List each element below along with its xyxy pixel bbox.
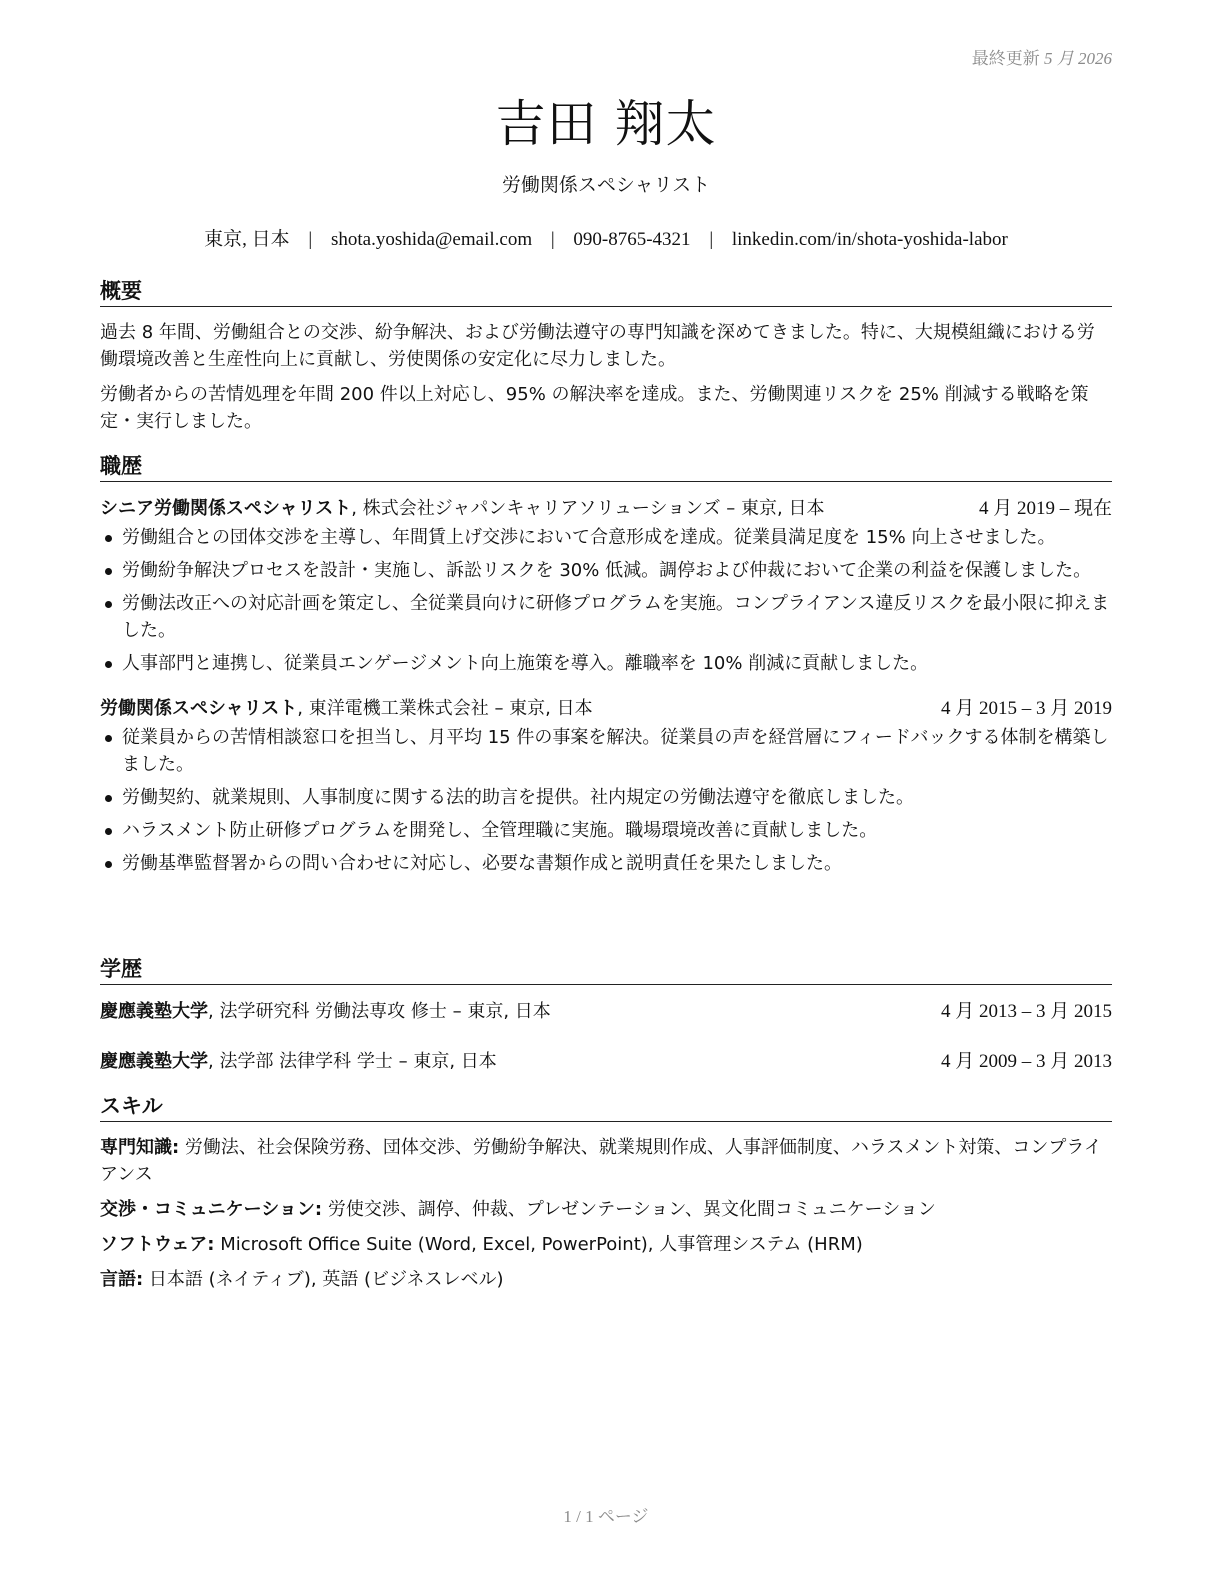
skills-section (100, 1093, 1112, 1293)
education-entry (100, 998, 1112, 1025)
job-bullet: 従業員からの苦情相談窓口を担当し、月平均 15 件の事案を解決。従業員の声を経営層にフィードバックする体制を構築しました。 (100, 724, 1112, 778)
skill-value: 労働法、社会保険労務、団体交渉、労働紛争解決、就業規則作成、人事評価制度、ハラスメント対策、コンプライアンス (100, 1137, 1102, 1185)
last-updated-label: 最終更新 (971, 49, 1040, 68)
education-line (100, 1048, 497, 1075)
job-bullet: 人事部門と連携し、従業員エンゲージメント向上施策を導入。離職率を 10% 削減に貢献しました。 (100, 650, 1112, 677)
skill-key: 交渉・コミュニケーション: (100, 1199, 323, 1220)
education-heading: 学歴 (100, 956, 1112, 985)
skill-value: Microsoft Office Suite (Word, Excel, PowerPoint), 人事管理システム (HRM) (214, 1234, 863, 1255)
skills-heading: スキル (100, 1093, 1112, 1122)
skill-row (100, 1266, 1112, 1293)
education-school: 慶應義塾大学 (100, 1051, 208, 1072)
education-section (100, 956, 1112, 1075)
contact-line (100, 224, 1112, 251)
skill-row (100, 1196, 1112, 1223)
education-entry (100, 1048, 1112, 1075)
job-header (100, 695, 1112, 722)
page-footer: 1 / 1 ページ (563, 1507, 649, 1526)
job-bullet: 労働契約、就業規則、人事制度に関する法的助言を提供。社内規定の労働法遵守を徹底しました。 (100, 784, 1112, 811)
summary-paragraph: 過去 8 年間、労働組合との交渉、紛争解決、および労働法遵守の専門知識を深めてきました。特に、大規模組織における労働環境改善と生産性向上に貢献し、労使関係の安定化に尽力しました。 (100, 322, 1095, 370)
candidate-name: 吉田 翔太 (495, 95, 717, 153)
job-bullet: ハラスメント防止研修プログラムを開発し、全管理職に実施。職場環境改善に貢献しました。 (100, 817, 1112, 844)
contact-separator: | (308, 229, 313, 250)
contact-linkedin[interactable]: linkedin.com/in/shota-yoshida-labor (731, 229, 1008, 250)
job-bullet: 労働法改正への対応計画を策定し、全従業員向けに研修プログラムを実施。コンプライアンス違反リスクを最小限に抑えました。 (100, 590, 1112, 644)
last-updated-date: 5 月 2026 (1044, 49, 1112, 68)
contact-separator: | (550, 229, 555, 250)
job-entry (100, 695, 1112, 877)
job-bullet: 労働組合との団体交渉を主導し、年間賃上げ交渉において合意形成を達成。従業員満足度を 15% 向上させました。 (100, 524, 1112, 551)
experience-section (100, 453, 1112, 883)
candidate-role: 労働関係スペシャリスト (501, 174, 711, 196)
job-title-line (100, 695, 593, 722)
job-company: , 株式会社ジャパンキャリアソリューションズ – 東京, 日本 (351, 498, 825, 519)
job-dates: 4 月 2015 – 3 月 2019 (940, 698, 1112, 719)
job-title: 労働関係スペシャリスト (100, 698, 298, 719)
experience-heading: 職歴 (100, 453, 1112, 482)
education-dates: 4 月 2009 – 3 月 2013 (940, 1051, 1112, 1072)
summary-paragraph: 労働者からの苦情処理を年間 200 件以上対応し、95% の解決率を達成。また、労働関連リスクを 25% 削減する戦略を策定・実行しました。 (100, 384, 1089, 432)
education-detail: , 法学研究科 労働法専攻 修士 – 東京, 日本 (208, 1001, 551, 1022)
contact-location: 東京, 日本 (204, 229, 290, 250)
education-detail: , 法学部 法律学科 学士 – 東京, 日本 (208, 1051, 497, 1072)
job-bullet: 労働基準監督署からの問い合わせに対応し、必要な書類作成と説明責任を果たしました。 (100, 850, 1112, 877)
job-header (100, 495, 1112, 522)
job-bullets (100, 724, 1112, 877)
education-line (100, 998, 551, 1025)
skill-key: 専門知識: (100, 1137, 180, 1158)
job-title: シニア労働関係スペシャリスト (100, 498, 352, 519)
contact-separator: | (709, 229, 714, 250)
summary-section (100, 278, 1112, 435)
last-updated (972, 44, 1112, 69)
skill-row (100, 1231, 1112, 1258)
education-dates: 4 月 2013 – 3 月 2015 (940, 1001, 1112, 1022)
job-title-line (100, 495, 824, 522)
skill-key: 言語: (100, 1269, 144, 1290)
job-company: , 東洋電機工業株式会社 – 東京, 日本 (297, 698, 593, 719)
job-bullets (100, 524, 1112, 677)
skill-value: 日本語 (ネイティブ), 英語 (ビジネスレベル) (143, 1269, 504, 1290)
skill-row (100, 1134, 1112, 1188)
resume-page (100, 0, 1112, 1584)
contact-phone: 090-8765-4321 (573, 229, 691, 250)
job-entry (100, 495, 1112, 677)
education-school: 慶應義塾大学 (100, 1001, 208, 1022)
summary-heading: 概要 (100, 278, 1112, 307)
skill-key: ソフトウェア: (100, 1234, 215, 1255)
skill-value: 労使交渉、調停、仲裁、プレゼンテーション、異文化間コミュニケーション (322, 1199, 936, 1220)
contact-email[interactable]: shota.yoshida@email.com (330, 229, 533, 250)
job-dates: 4 月 2019 – 現在 (978, 498, 1112, 519)
job-bullet: 労働紛争解決プロセスを設計・実施し、訴訟リスクを 30% 低減。調停および仲裁において企業の利益を保護しました。 (100, 557, 1112, 584)
